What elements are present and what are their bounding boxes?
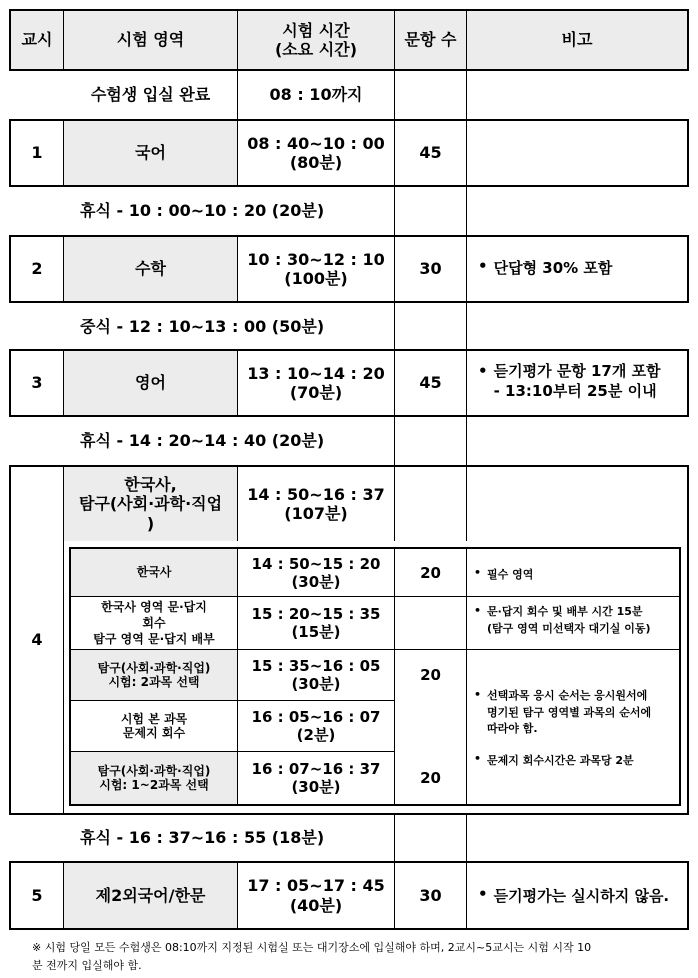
break-2: 중식 - 12 : 10~13 : 00 (50분) — [80, 317, 325, 337]
session-4-time: 14 : 50~16 : 37 (107분) — [247, 484, 385, 523]
sub-note-2: • 문·답지 회수 및 배부 시간 15분 (탐구 영역 미선택자 대기실 이동) — [474, 604, 651, 635]
sub-1-time: 14 : 50~15 : 20 (30분) — [251, 554, 381, 591]
header-time: 시험 시간 (소요 시간) — [274, 20, 358, 59]
session-5-count: 30 — [419, 885, 442, 905]
sub-5-count: 20 — [420, 769, 441, 787]
bullet-icon: • — [478, 257, 488, 275]
session-2-area: 수학 — [135, 259, 166, 279]
session-3-period: 3 — [31, 373, 43, 393]
session-2-period: 2 — [31, 259, 43, 279]
sub-note-3: • 선택과목 응시 순서는 응시원서에 명기된 탐구 영역별 과목의 순서에 따라야 함. — [474, 688, 652, 735]
break-1: 휴식 - 10 : 00~10 : 20 (20분) — [80, 201, 325, 221]
session-1-time: 08 : 40~10 : 00 (80분) — [247, 133, 385, 172]
session-1-count: 45 — [419, 143, 442, 163]
session-1-area: 국어 — [135, 143, 166, 163]
bullet-icon: • — [474, 752, 482, 765]
sub-1-count: 20 — [420, 563, 441, 582]
header-area: 시험 영역 — [116, 30, 185, 50]
session-5-note: • 듣기평가는 실시하지 않음. — [478, 885, 670, 905]
sub-2-area: 한국사 영역 문·답지 회수 탐구 영역 문·답지 배부 — [93, 599, 215, 647]
break-4: 휴식 - 16 : 37~16 : 55 (18분) — [80, 828, 325, 848]
admission-label: 수험생 입실 완료 — [90, 85, 211, 105]
session-2-time: 10 : 30~12 : 10 (100분) — [247, 249, 385, 288]
sub-3-area: 탐구(사회·과학·직업) 시험: 2과목 선택 — [97, 660, 211, 689]
header-count: 문항 수 — [404, 30, 457, 50]
sub-note-1: • 필수 영역 — [474, 566, 534, 581]
sub-4-time: 16 : 05~16 : 07 (2분) — [251, 708, 381, 744]
session-5-time: 17 : 05~17 : 45 (40분) — [247, 876, 385, 915]
session-4-period: 4 — [31, 630, 43, 650]
sub-3-time: 15 : 35~16 : 05 (30분) — [251, 657, 381, 693]
sub-5-time: 16 : 07~16 : 37 (30분) — [251, 760, 381, 796]
sub-3-count: 20 — [420, 666, 441, 684]
session-1-period: 1 — [31, 143, 43, 163]
admission-time: 08 : 10까지 — [269, 85, 363, 105]
session-5-period: 5 — [31, 885, 43, 905]
bullet-icon: • — [478, 885, 488, 903]
session-2-count: 30 — [419, 259, 442, 279]
bullet-icon: • — [474, 688, 482, 701]
session-3-time: 13 : 10~14 : 20 (70분) — [247, 363, 385, 402]
sub-5-area: 탐구(사회·과학·직업) 시험: 1~2과목 선택 — [97, 763, 211, 792]
footnote: ※ 시험 당일 모든 수험생은 08:10까지 지정된 시험실 또는 대기장소에 입실해야 하며, 2교시~5교시는 시험 시작 10 분 전까지 입실해야 함. — [32, 941, 592, 972]
header-period: 교시 — [21, 30, 53, 50]
bullet-icon: • — [474, 566, 482, 579]
sub-1-area: 한국사 — [136, 565, 172, 580]
break-3: 휴식 - 14 : 20~14 : 40 (20분) — [80, 431, 325, 451]
sub-2-time: 15 : 20~15 : 35 (15분) — [251, 605, 381, 641]
sub-4-area: 시험 본 과목 문제지 회수 — [120, 711, 188, 740]
sub-note-4: • 문제지 회수시간은 과목당 2분 — [474, 752, 634, 767]
bullet-icon: • — [478, 362, 488, 380]
session-5-area: 제2외국어/한문 — [95, 885, 206, 905]
session-2-note: • 단답형 30% 포함 — [478, 257, 613, 277]
bullet-icon: • — [474, 604, 482, 617]
session-3-count: 45 — [419, 373, 442, 393]
session-4-area: 한국사, 탐구(사회·과학·직업 ) — [78, 475, 223, 533]
session-3-note: • 듣기평가 문항 17개 포함 - 13:10부터 25분 이내 — [478, 362, 661, 400]
session-3-area: 영어 — [135, 373, 166, 393]
header-note: 비고 — [561, 30, 593, 50]
